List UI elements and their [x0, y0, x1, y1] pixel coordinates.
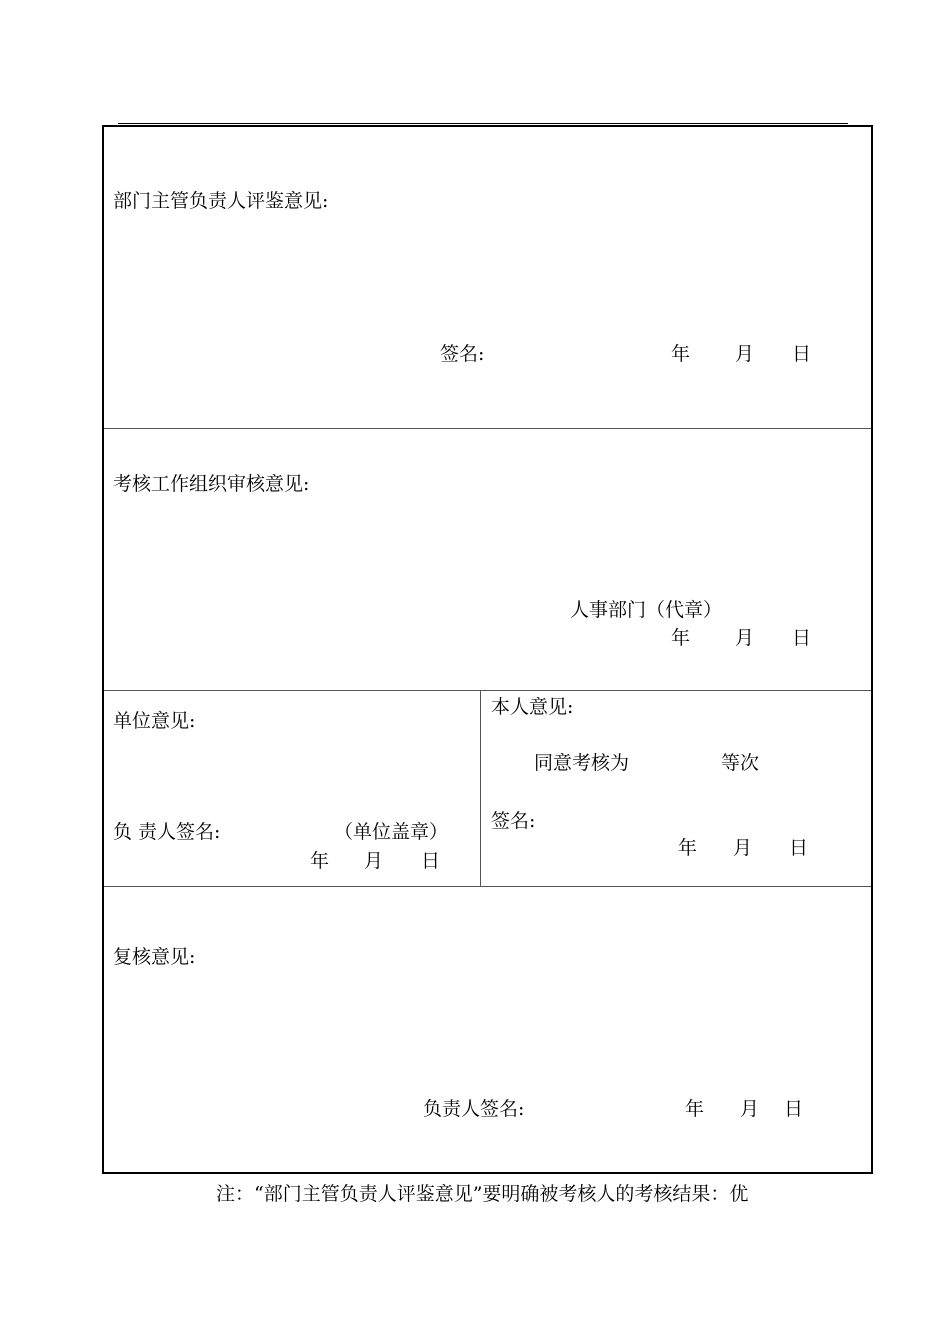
self-month-label: 月	[733, 837, 753, 859]
agree-prefix-label: 同意考核为	[534, 752, 630, 774]
review-year-label: 年	[671, 627, 691, 649]
recheck-opinion-title: 复核意见:	[113, 946, 196, 968]
recheck-sign-label: 负责人签名:	[423, 1098, 525, 1120]
agree-suffix-label: 等次	[721, 752, 760, 774]
recheck-month-label: 月	[740, 1098, 760, 1120]
unit-stamp-label: （单位盖章）	[334, 821, 449, 843]
supervisor-sign-label: 签名:	[440, 343, 485, 365]
recheck-year-label: 年	[685, 1098, 705, 1120]
unit-sign-label: 负 责人签名:	[113, 821, 221, 843]
supervisor-year-label: 年	[671, 343, 691, 365]
self-day-label: 日	[789, 837, 809, 859]
unit-year-label: 年	[310, 850, 330, 872]
unit-day-label: 日	[421, 850, 441, 872]
self-sign-label: 签名:	[491, 810, 536, 832]
self-year-label: 年	[678, 837, 698, 859]
supervisor-opinion-title: 部门主管负责人评鉴意见:	[113, 190, 329, 212]
divider-2	[104, 690, 871, 691]
unit-month-label: 月	[364, 850, 384, 872]
appraisal-form	[102, 125, 873, 1174]
footnote: 注：“部门主管负责人评鉴意见”要明确被考核人的考核结果：优	[216, 1183, 749, 1205]
hr-dept-stamp-label: 人事部门（代章）	[570, 599, 723, 621]
review-day-label: 日	[792, 627, 812, 649]
review-month-label: 月	[735, 627, 755, 649]
top-rule	[118, 123, 848, 124]
unit-opinion-title: 单位意见:	[113, 710, 196, 732]
supervisor-month-label: 月	[735, 343, 755, 365]
divider-1	[104, 428, 871, 429]
review-opinion-title: 考核工作组织审核意见:	[113, 473, 310, 495]
column-divider	[480, 690, 481, 886]
divider-3	[104, 886, 871, 887]
supervisor-day-label: 日	[792, 343, 812, 365]
self-opinion-title: 本人意见:	[491, 696, 574, 718]
recheck-day-label: 日	[784, 1098, 804, 1120]
